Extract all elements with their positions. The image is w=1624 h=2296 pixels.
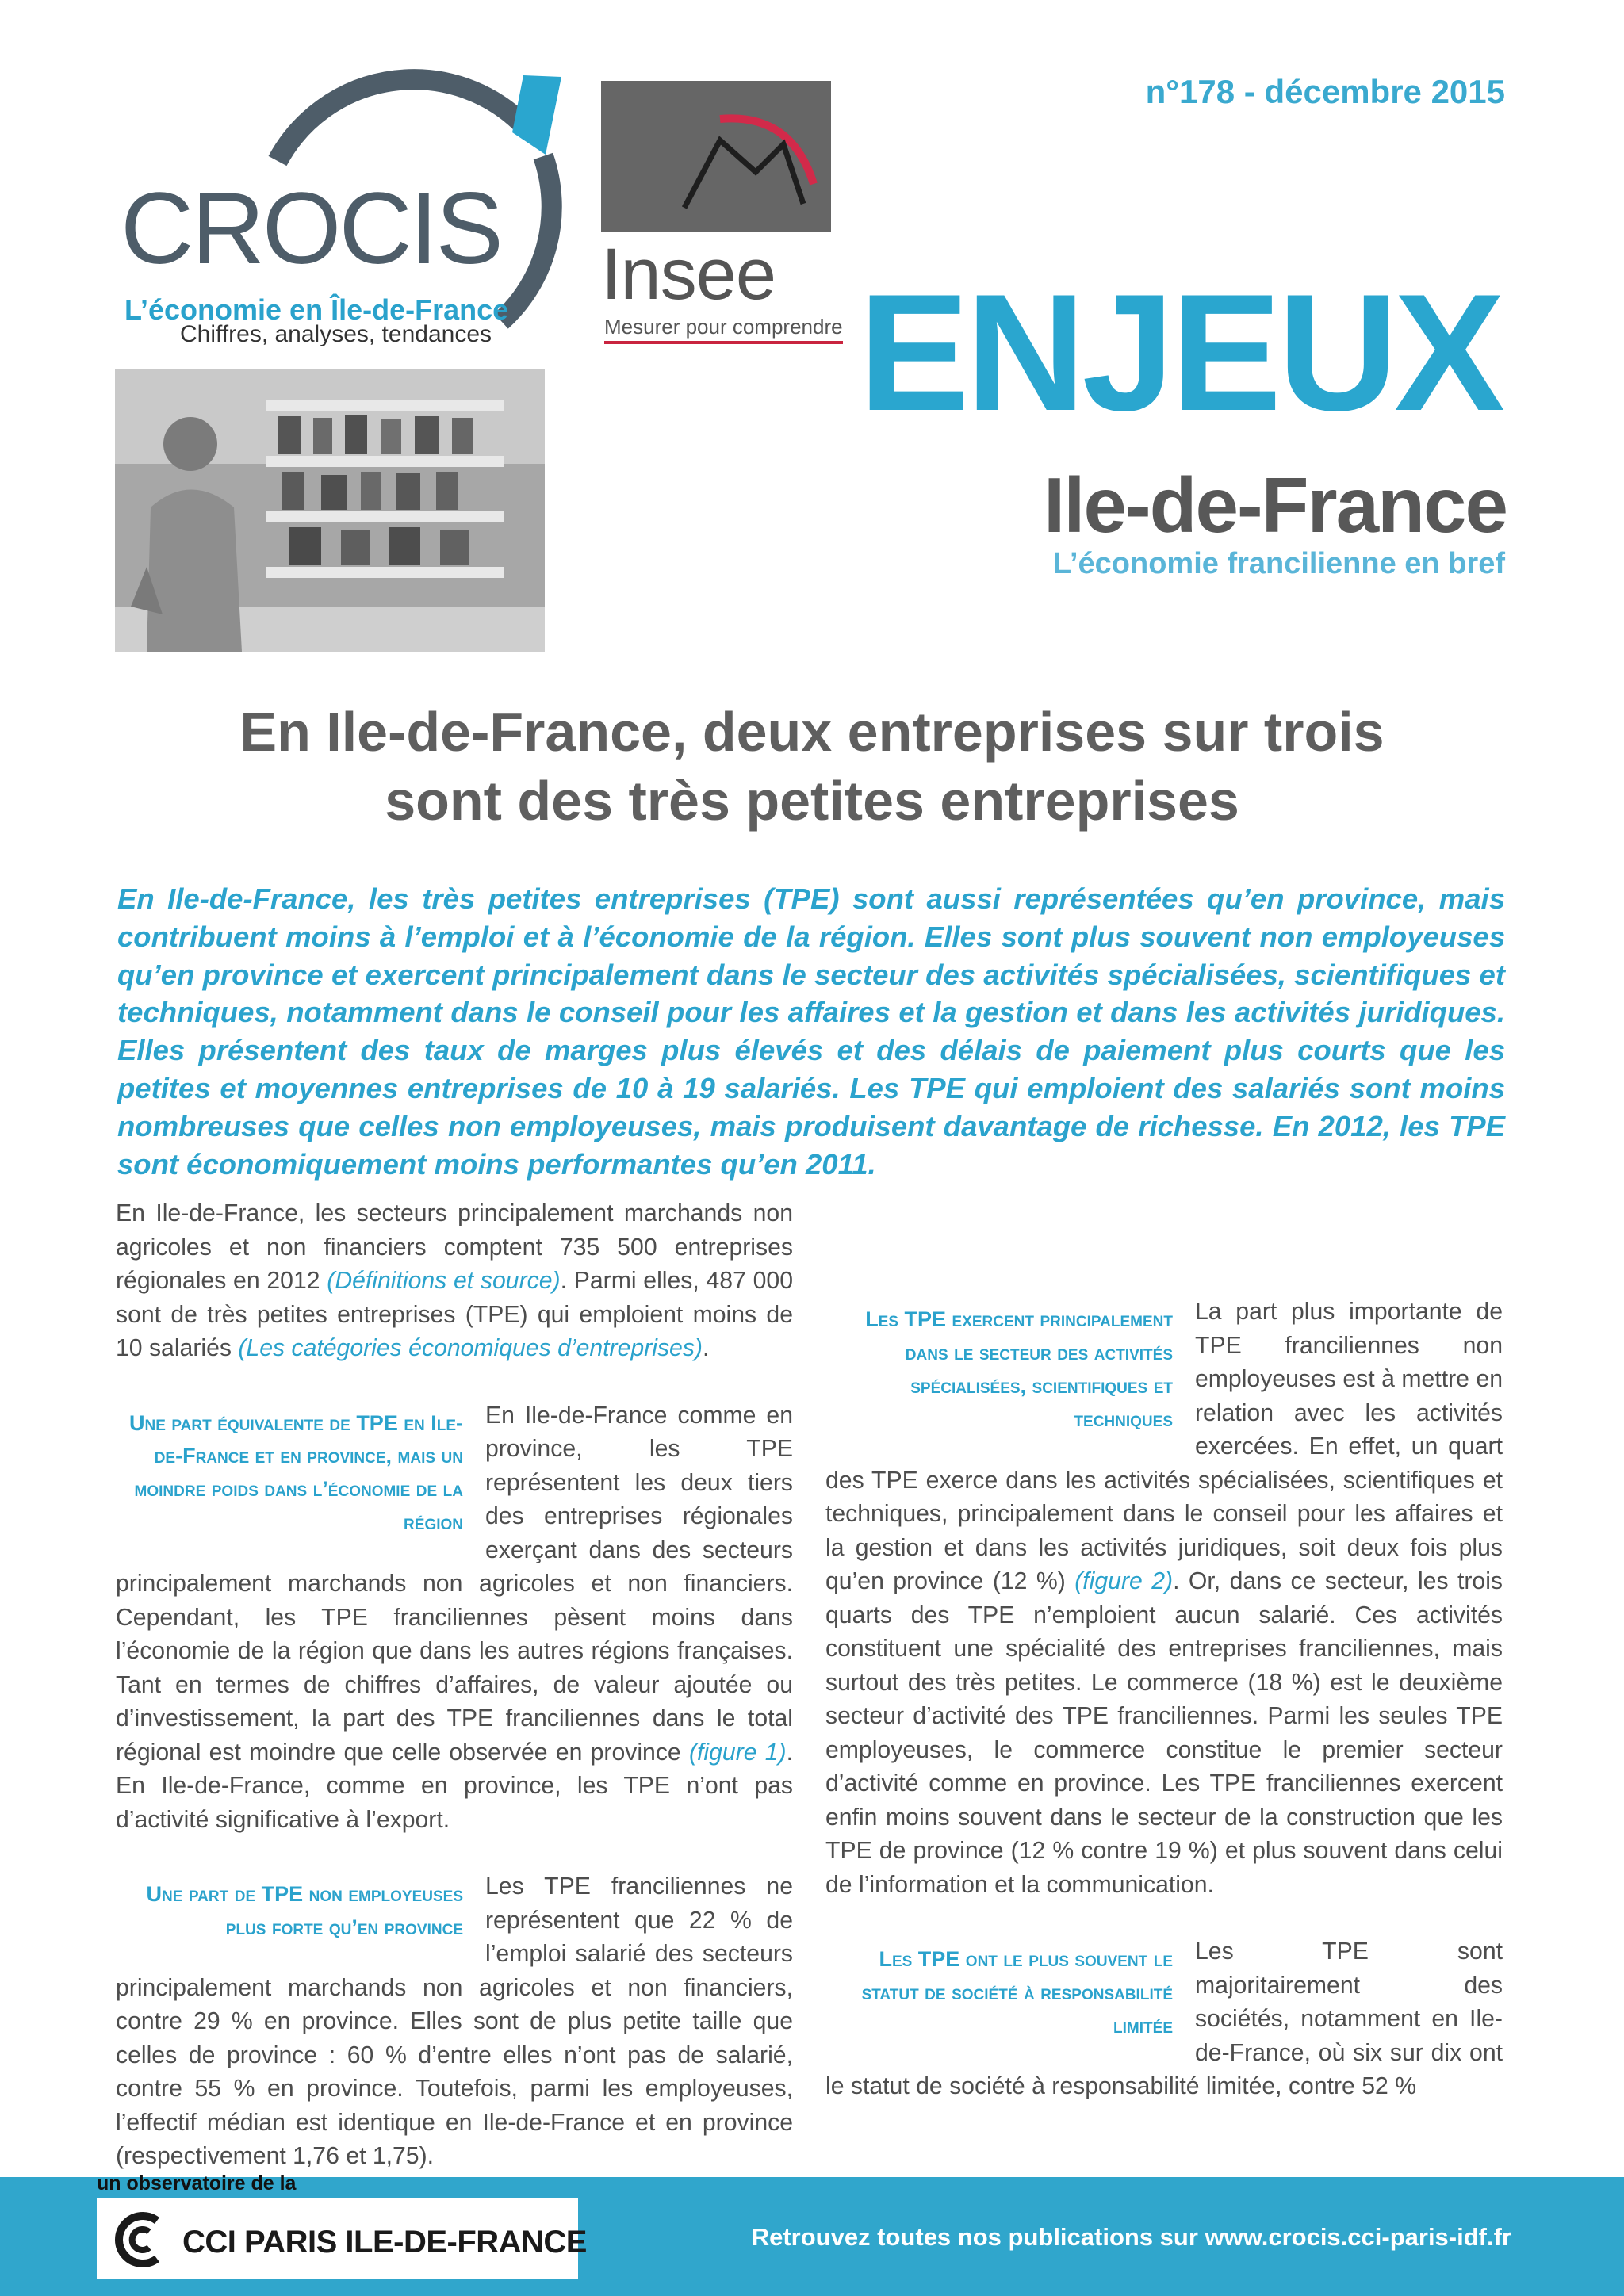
publication-tagline: L’économie francilienne en bref <box>1052 547 1505 580</box>
observatory-label: un observatoire de la <box>97 2172 297 2195</box>
body-column-left <box>116 1197 793 2174</box>
publications-link[interactable]: Retrouvez toutes nos publications sur www.crocis.cci-paris-idf.fr <box>751 2223 1511 2251</box>
section-3-heading: Les TPE exercent principalement dans le secteur des activités spécialisées, scientifiques et techniques <box>865 1307 1173 1431</box>
insee-tagline: Mesurer pour comprendre <box>604 315 843 344</box>
cci-name: CCI PARIS ILE-DE-FRANCE <box>182 2225 587 2260</box>
section-2-heading: Une part de TPE non employeuses plus forte qu’en province <box>146 1882 463 1940</box>
issue-number: n°178 - décembre 2015 <box>1145 73 1505 110</box>
publication-region: Ile-de-France <box>1044 461 1507 549</box>
intro-paragraph: En Ile-de-France, les secteurs principalement marchands non agricoles et non financiers comptent 735 500 entreprises régionales en 2012 (Définitions et source). Parmi elles, 487 000 sont de très petites entreprises (TPE) qui emploient moins de 10 salariés (Les catégories économiques d’entreprises). <box>116 1200 793 1362</box>
body-column-right <box>825 1197 1503 2104</box>
figure-2-link[interactable]: (figure 2) <box>1074 1568 1174 1595</box>
headline-line-2: sont des très petites entreprises <box>385 769 1239 832</box>
section-4-heading: Les TPE ont le plus souvent le statut de société à responsabilité limitée <box>861 1947 1173 2038</box>
crocis-wordmark: CROCIS <box>121 172 501 285</box>
publication-title: ENJEUX <box>858 259 1501 446</box>
section-1-paragraph: Une part équivalente de TPE en Ile-de-France et en province, mais un moindre poids dans l’économie de la région En Ile-de-France comme en province, les TPE représentent les deux tiers des entreprises régionales exerçant dans des secteurs principalement marchands non agricoles et non financiers. Cependant, les TPE franciliennes pèsent moins dans l’économie de la région que dans les autres régions françaises. Tant en termes de chiffres d’affaires, de valeur ajoutée ou d’investissement, la part des TPE franciliennes dans le total régional est moindre que celle observée en province (figure 1). En Ile-de-France, comme en province, les TPE n’ont pas d’activité significative à l’export. <box>116 1402 794 1833</box>
figure-1-link[interactable]: (figure 1) <box>688 1739 787 1766</box>
crocis-tagline-1: L’économie en Île-de-France <box>124 293 509 326</box>
insee-wordmark: Insee <box>601 234 776 315</box>
article-headline <box>143 698 1481 836</box>
section-4-paragraph: Les TPE ont le plus souvent le statut de société à responsabilité limitée Les TPE sont majoritairement des sociétés, notamment en Ile-de-France, où six sur dix ont le statut de société à responsabilité limitée, contre 52 % <box>825 1938 1503 2100</box>
cover-photo <box>115 369 545 652</box>
insee-logo-icon <box>601 81 831 232</box>
section-3-paragraph: Les TPE exercent principalement dans le secteur des activités spécialisées, scientifiques et techniques La part plus importante de TPE franciliennes non employeuses est à mettre en relation avec les activités exercées. En effet, un quart des TPE exerce dans les activités spécialisées, scientifiques et techniques, principalement dans le conseil pour les affaires et la gestion et dans les activités juridiques, soit deux fois plus qu’en province (12 %) (figure 2). Or, dans ce secteur, les trois quarts des TPE n’emploient aucun salarié. Ces activités constituent une spécialité des entreprises franciliennes, mais surtout des très petites. Le commerce (18 %) est le deuxième secteur d’activité des TPE franciliennes. Parmi les seules TPE employeuses, le commerce constitue le premier secteur d’activité comme en province. Les TPE franciliennes exercent enfin moins souvent dans le secteur de la construction que les TPE de province (12 % contre 19 %) et plus souvent dans celui de l’information et la communication. <box>825 1299 1503 1898</box>
cci-logo-icon <box>111 2210 171 2270</box>
crocis-tagline-2: Chiffres, analyses, tendances <box>180 321 492 347</box>
economic-categories-link[interactable]: (Les catégories économiques d’entreprises) <box>238 1335 703 1362</box>
definitions-source-link[interactable]: (Définitions et source) <box>327 1268 561 1295</box>
article-lede: En Ile-de-France, les très petites entreprises (TPE) sont aussi représentées qu’en province, mais contribuent moins à l’emploi et à l’économie de la région. Elles sont plus souvent non employeuses qu’en province et exercent principalement dans le secteur des activités spécialisées, scientifiques et techniques, notamment dans le conseil pour les affaires et la gestion et dans les activités juridiques. Elles présentent des taux de marges plus élevés et des délais de paiement plus courts que les petites et moyennes entreprises de 10 à 19 salariés. Les TPE qui emploient des salariés sont moins nombreuses que celles non employeuses, mais produisent davantage de richesse. En 2012, les TPE sont économiquement moins performantes qu’en 2011. <box>117 882 1505 1181</box>
column-continuation-gap <box>825 1197 1503 1295</box>
headline-line-1: En Ile-de-France, deux entreprises sur trois <box>239 701 1385 763</box>
section-2-paragraph: Une part de TPE non employeuses plus forte qu’en province Les TPE franciliennes ne représentent que 22 % de l’emploi salarié des secteurs principalement marchands non agricoles et non financiers, contre 29 % en province. Elles sont de plus petite taille que celles de province : 60 % d’entre elles n’ont pas de salarié, contre 55 % en province. Toutefois, parmi les employeuses, l’effectif médian est identique en Ile-de-France et en province (respectivement 1,76 et 1,75). <box>116 1873 793 2170</box>
section-1-heading: Une part équivalente de TPE en Ile-de-France et en province, mais un moindre poids dans l’économie de la région <box>129 1410 463 1535</box>
